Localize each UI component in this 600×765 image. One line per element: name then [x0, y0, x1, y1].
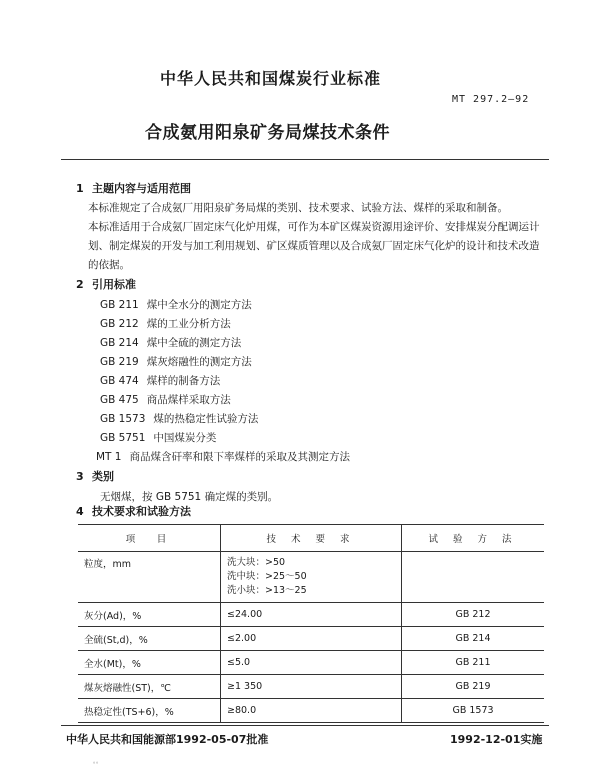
- table-header-row: [78, 525, 544, 552]
- row-method: GB 214: [402, 627, 545, 651]
- reference-item: MT 1 商品煤含矸率和限下率煤样的采取及其测定方法: [96, 451, 350, 463]
- reference-item: GB 212 煤的工业分析方法: [100, 318, 231, 330]
- tech-requirements-table: [78, 524, 544, 723]
- reference-item: GB 214 煤中全硫的测定方法: [100, 337, 242, 349]
- standard-org-title: 中华人民共和国煤炭行业标准: [160, 69, 382, 88]
- row-method: GB 219: [402, 675, 545, 699]
- row-requirement: ≤24.00: [221, 603, 402, 627]
- effective-date: 1992-12-01实施: [450, 733, 543, 746]
- section-number: 1: [76, 182, 84, 195]
- row-method: [402, 552, 545, 603]
- reference-list: [96, 296, 350, 467]
- standard-code: MT 297.2—92: [452, 94, 530, 105]
- reference-item: GB 211 煤中全水分的测定方法: [100, 299, 252, 311]
- section-number: 2: [76, 278, 84, 291]
- reference-item: GB 1573 煤的热稳定性试验方法: [100, 413, 259, 425]
- row-requirement: ≤2.00: [221, 627, 402, 651]
- section-heading-1: [76, 180, 191, 196]
- row-item: 全水(Mt)，%: [78, 651, 221, 675]
- table-row: [78, 627, 544, 651]
- header-item: 项 目: [78, 525, 221, 552]
- document-title: 合成氨用阳泉矿务局煤技术条件: [145, 123, 390, 143]
- table-row: [78, 651, 544, 675]
- row-requirement: ≥1 350: [221, 675, 402, 699]
- row-item: 热稳定性(TS+6)，%: [78, 699, 221, 723]
- header-requirement: 技 术 要 求: [221, 525, 402, 552]
- row-method: GB 211: [402, 651, 545, 675]
- footer-rule: [61, 725, 549, 726]
- section-1-paragraph-1: 本标准规定了合成氨厂用阳泉矿务局煤的类别、技术要求、试验方法、煤样的采取和制备。: [88, 202, 508, 214]
- table-row: [78, 699, 544, 723]
- row-item: 煤灰熔融性(ST)，℃: [78, 675, 221, 699]
- reference-item: GB 5751 中国煤炭分类: [100, 432, 217, 444]
- row-item: 全硫(St,d)，%: [78, 627, 221, 651]
- issuer-approval: 中华人民共和国能源部1992-05-07批准: [66, 733, 269, 746]
- header-rule: [61, 159, 549, 160]
- reference-item: GB 474 煤样的制备方法: [100, 375, 221, 387]
- row-method: GB 1573: [402, 699, 545, 723]
- row-requirement: 洗大块：>50 洗中块：>25～50 洗小块：>13～25: [221, 552, 402, 603]
- section-title: 技术要求和试验方法: [92, 505, 191, 518]
- table-row: [78, 552, 544, 603]
- row-requirement: ≥80.0: [221, 699, 402, 723]
- row-item: 粒度，mm: [78, 552, 221, 603]
- section-heading-4: [76, 503, 191, 519]
- reference-item: GB 219 煤灰熔融性的测定方法: [100, 356, 252, 368]
- row-method: GB 212: [402, 603, 545, 627]
- reference-item: GB 475 商品煤样采取方法: [100, 394, 231, 406]
- section-title: 类别: [92, 470, 114, 483]
- section-title: 引用标准: [92, 278, 136, 291]
- header-method: 试 验 方 法: [402, 525, 545, 552]
- page-mark: 。。: [93, 758, 103, 765]
- row-item: 灰分(Ad)，%: [78, 603, 221, 627]
- table-row: [78, 603, 544, 627]
- section-heading-2: [76, 276, 136, 292]
- table-row: [78, 675, 544, 699]
- section-title: 主题内容与适用范围: [92, 182, 191, 195]
- section-3-paragraph: 无烟煤，按 GB 5751 确定煤的类别。: [100, 491, 279, 503]
- row-requirement: ≤5.0: [221, 651, 402, 675]
- section-1-paragraph-2: 本标准适用于合成氨厂固定床气化炉用煤，可作为本矿区煤炭资源用途评价、安排煤炭分配调运计划、制定煤炭的开发与加工利用规划、矿区煤质管理以及合成氨厂固定床气化炉的设计和技术改造的依据。: [88, 221, 540, 271]
- section-heading-3: [76, 468, 114, 484]
- section-number: 3: [76, 470, 84, 483]
- section-number: 4: [76, 505, 84, 518]
